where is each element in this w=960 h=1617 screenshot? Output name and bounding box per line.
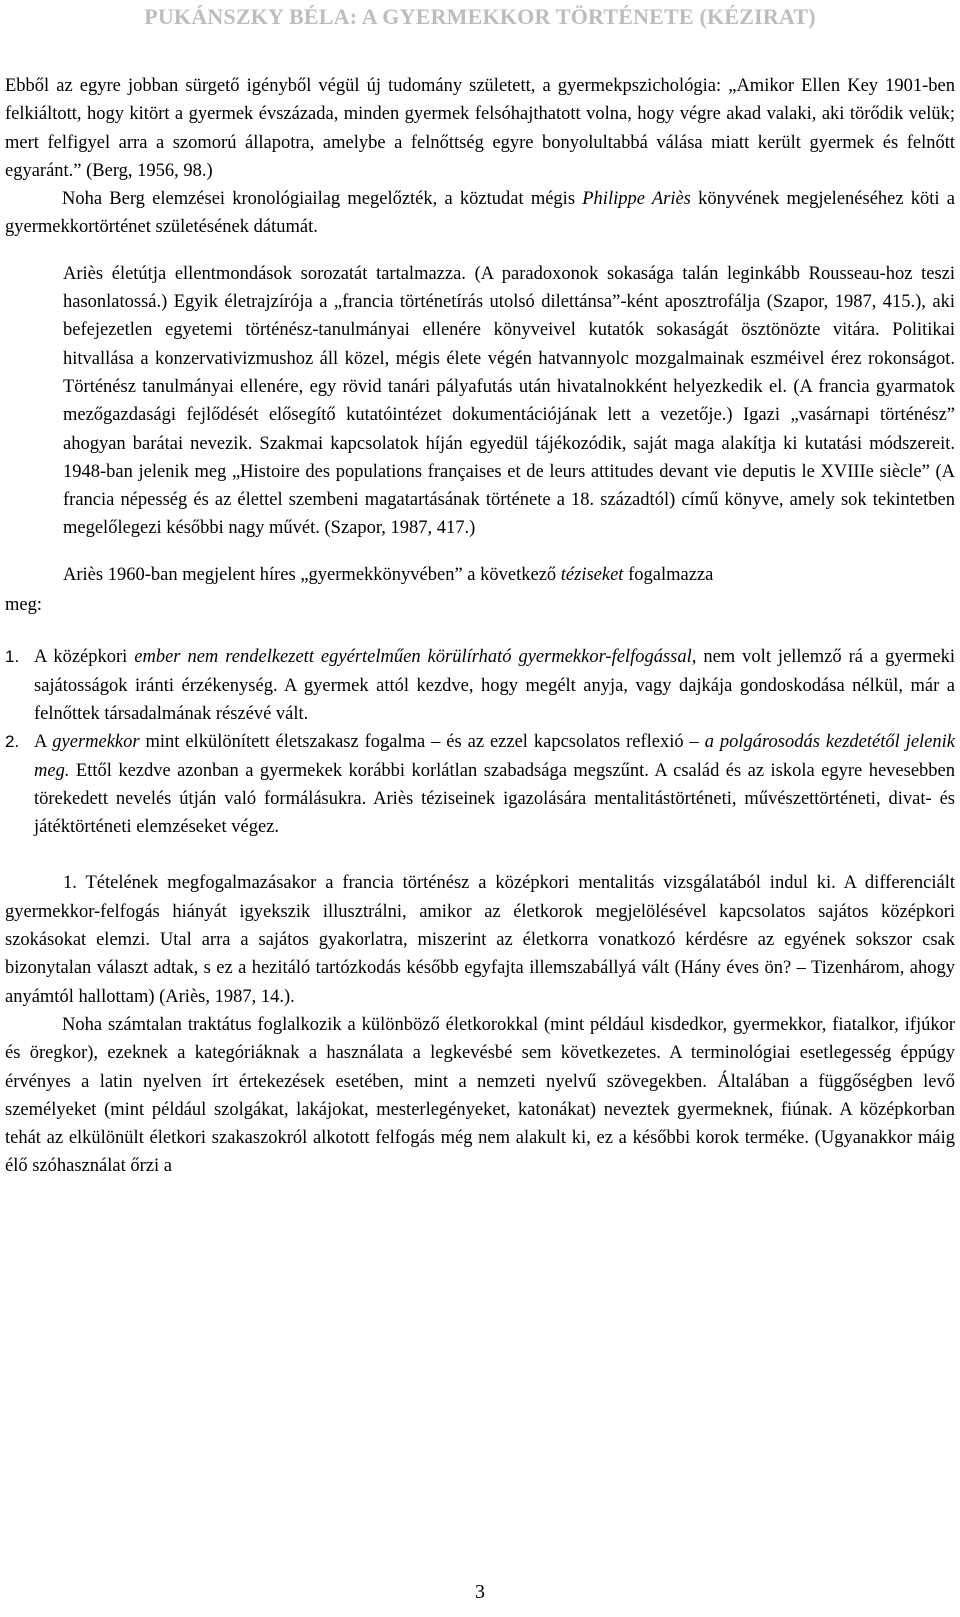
paragraph-theses-intro-end: meg:: [5, 595, 42, 616]
text-run: Noha Berg elemzései kronológiailag megelőzték, a köztudat mégis: [62, 189, 583, 210]
paragraph-aries-intro: [5, 185, 955, 242]
text-run: fogalmazza: [623, 564, 714, 585]
italic-run: gyermekkor: [52, 732, 140, 753]
thesis-item: [5, 728, 955, 841]
page-body: [5, 72, 955, 1181]
paragraph-first-thesis: 1. Tételének megfogalmazásakor a francia történész a középkori mentalitás vizsgálatából indul ki. A differenciált gyermekkor-felfogás hiányát igyekszik illusztrálni, amikor az életkorok megjelölésével kapcsolatos sajátos középkori szokásokat elemzi. Utal arra a sajátos gyakorlatra, miszerint az életkorra vonatkozó kérdésre az egyének sokszor csak bizonytalan választ adtak, s ez a hezitáló tartózkodás később egyfajta illemszabállyá vált (Hány éves ön? – Tizenhárom, ahogy anyámtól hallottam) (Ariès, 1987, 14.).: [5, 873, 955, 1007]
theses-word: téziseket: [560, 564, 624, 585]
text-run: A középkori: [34, 647, 135, 668]
italic-run: ember nem rendelkezett egyértelműen körülírható gyermekkor-felfogással,: [134, 647, 697, 668]
page-number: 3: [475, 1581, 485, 1603]
text-run: Ettől kezdve azonban a gyermekek korábbi korlátlan szabadsága megszűnt. A család és az iskola egyre hevesebben törekedett nevelés útján való formálásukra. Ariès téziseinek igazolására mentalitástörténeti, művészettörténeti, divat- és játéktörténeti elemzéseket végez.: [34, 760, 955, 838]
theses-list: [5, 643, 955, 841]
paragraph-theses-intro: [5, 561, 955, 589]
thesis-number: 1.: [5, 647, 20, 667]
thesis-number: 2.: [5, 732, 20, 752]
running-header: PUKÁNSZKY BÉLA: A GYERMEKKOR TÖRTÉNETE (KÉZIRAT): [144, 4, 816, 29]
text-run: Ariès 1960-ban megjelent híres „gyermekkönyvében” a következő: [63, 564, 561, 585]
section-first-thesis: [5, 869, 955, 1180]
thesis-item: [5, 643, 955, 728]
paragraph-berg-quote: Ebből az egyre jobban sürgető igényből végül új tudomány született, a gyermekpszichológia: „Amikor Ellen Key 1901-ben felkiáltott, hogy kitört a gyermek évszázada, minden gyermek felsóhajthatott volna, hogy végre akad valaki, aki törődik velük; mert felfigyel arra a szomorú állapotra, amelybe a felnőttség egyre bonyolultabbá válása miatt került gyermek és felnőtt egyaránt.” (Berg, 1956, 98.): [5, 76, 955, 181]
text-run: A: [34, 732, 53, 753]
text-run: könyvének megjelenéséhez köti a gyermekkortörténet születésének dátumát.: [5, 189, 956, 238]
text-run: nem volt jellemző rá a gyermeki sajátosságok iránti érzékenység. A gyermek attól kezdve, hogy megélt anyja, vagy dajkája gondoskodása nélkül, már a felnőttek társadalmának részévé vált.: [34, 647, 955, 724]
aries-name: Philippe Ariès: [582, 189, 691, 210]
text-run: mint elkülönített életszakasz fogalma – és az ezzel kapcsolatos reflexió –: [139, 732, 705, 753]
paragraph-age-terminology: Noha számtalan traktátus foglalkozik a különböző életkorokkal (mint például kisdedkor, gyermekkor, fiatalkor, ifjúkor és öregkor), ezeknek a kategóriáknak a használata a legkevésbé sem következetes. A terminológiai esetlegesség éppúgy érvényes a latin nyelven írt értekezések esetében, mint a nemzeti nyelvű szövegekben. Általában a függőségben levő személyeket (mint például szolgákat, lakájokat, mesterlegényeket, katonákat) neveztek gyermeknek, fiúnak. A középkorban tehát az elkülönült életkori szakaszokról alkotott felfogás még nem alakult ki, ez a későbbi korok terméke. (Ugyanakkor máig élő szóhasználat őrzi a: [5, 1014, 955, 1177]
italic-run: a polgárosodás kezdetétől jelenik meg.: [34, 732, 955, 781]
paragraph-aries-biography: Ariès életútja ellentmondások sorozatát tartalmazza. (A paradoxonok sokasága talán leginkább Rousseau-hoz teszi hasonlatossá.) Egyik életrajzírója a „francia történetírás utolsó dilettánsa”-ként aposztrofálja (Szapor, 1987, 415.), aki befejezetlen egyetemi történész-tanulmányai ellenére könyveivel kutatók sokaságát ösztönözte vitára. Politikai hitvallása a konzervativizmushoz áll közel, mégis élete végén hatvannyolc mozgalmainak eszméivel érez rokonságot. Történész tanulmányai ellenére, egy rövid tanári pályafutás után hivatalnokként helyezkedik el. (A francia gyarmatok mezőgazdasági fejlődését elősegítő kutatóintézet dokumentációjának lett a vezetője.) Igazi „vasárnapi történész” ahogyan barátai nevezik. Szakmai kapcsolatok híján egyedül tájékozódik, saját maga alakítja ki kutatási módszereit. 1948-ban jelenik meg „Histoire des populations françaises et de leurs attitudes devant vie deputis le XVIIIe siècle” (A francia népesség és az élettel szembeni magatartásának története a 18. századtól) című könyve, amely sok tekintetben megelőlegezi későbbi nagy művét. (Szapor, 1987, 417.): [63, 263, 955, 539]
